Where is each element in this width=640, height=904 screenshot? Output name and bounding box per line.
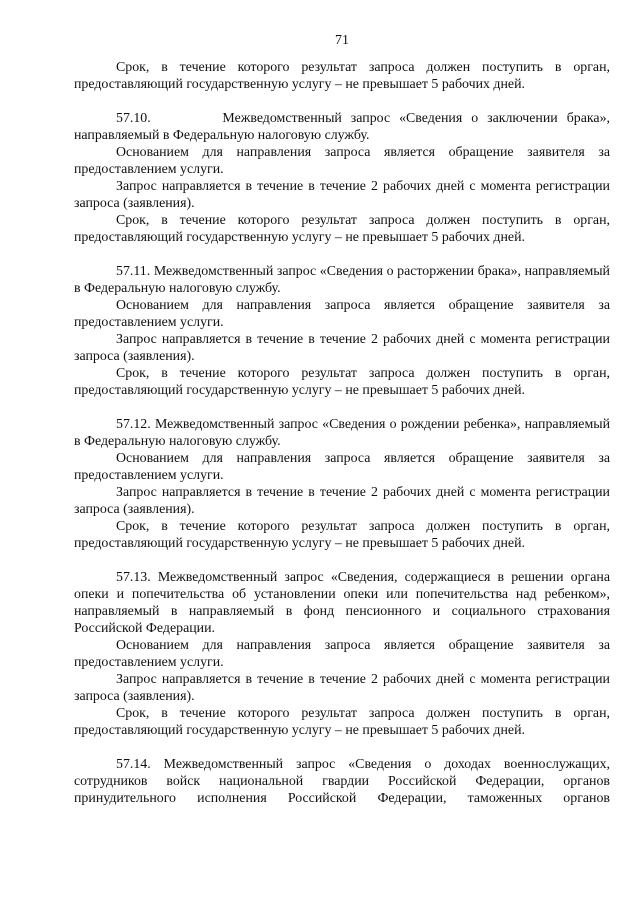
document-page xyxy=(74,32,614,807)
paragraph: Основанием для направления запроса является обращение заявителя за предоставлением услуги. xyxy=(74,638,614,670)
paragraph: Срок, в течение которого результат запроса должен поступить в орган, предоставляющий государственную услугу – не превышает 5 рабочих дней. xyxy=(74,60,614,92)
paragraph-spacer xyxy=(74,246,610,263)
paragraph-spacer xyxy=(74,93,610,110)
paragraph: Запрос направляется в течение в течение 2 рабочих дней с момента регистрации запроса (заявления). xyxy=(74,179,614,211)
paragraph: Запрос направляется в течение в течение 2 рабочих дней с момента регистрации запроса (заявления). xyxy=(74,332,614,364)
paragraph: 57.10. Межведомственный запрос «Сведения о заключении брака», направляемый в Федеральную налоговую службу. xyxy=(74,111,614,143)
paragraph-spacer xyxy=(74,399,610,416)
paragraph: Основанием для направления запроса является обращение заявителя за предоставлением услуги. xyxy=(74,451,614,483)
paragraph: 57.14. Межведомственный запрос «Сведения о доходах военнослужащих, сотрудников войск национальной гвардии Российской Федерации, органов принудительного исполнения Российской Федерации, таможенных органов xyxy=(74,757,614,806)
paragraph: Запрос направляется в течение в течение 2 рабочих дней с момента регистрации запроса (заявления). xyxy=(74,485,614,517)
paragraph-spacer xyxy=(74,739,610,756)
paragraph: 57.11. Межведомственный запрос «Сведения о расторжении брака», направляемый в Федеральную налоговую службу. xyxy=(74,264,614,296)
paragraph-spacer xyxy=(74,552,610,569)
paragraph: Срок, в течение которого результат запроса должен поступить в орган, предоставляющий государственную услугу – не превышает 5 рабочих дней. xyxy=(74,706,614,738)
paragraph: Срок, в течение которого результат запроса должен поступить в орган, предоставляющий государственную услугу – не превышает 5 рабочих дней. xyxy=(74,366,614,398)
paragraph: Запрос направляется в течение в течение 2 рабочих дней с момента регистрации запроса (заявления). xyxy=(74,672,614,704)
paragraph: 57.12. Межведомственный запрос «Сведения о рождении ребенка», направляемый в Федеральную налоговую службу. xyxy=(74,417,614,449)
paragraph: Основанием для направления запроса является обращение заявителя за предоставлением услуги. xyxy=(74,298,614,330)
paragraph: Срок, в течение которого результат запроса должен поступить в орган, предоставляющий государственную услугу – не превышает 5 рабочих дней. xyxy=(74,519,614,551)
paragraph: 57.13. Межведомственный запрос «Сведения, содержащиеся в решении органа опеки и попечительства об установлении опеки или попечительства над ребенком», направляемый в направляемый в фонд пенсионного и социального страхования Российской Федерации. xyxy=(74,570,614,636)
page-number: 71 xyxy=(335,33,349,48)
document-body xyxy=(74,59,614,807)
paragraph: Срок, в течение которого результат запроса должен поступить в орган, предоставляющий государственную услугу – не превышает 5 рабочих дней. xyxy=(74,213,614,245)
paragraph: Основанием для направления запроса является обращение заявителя за предоставлением услуги. xyxy=(74,145,614,177)
